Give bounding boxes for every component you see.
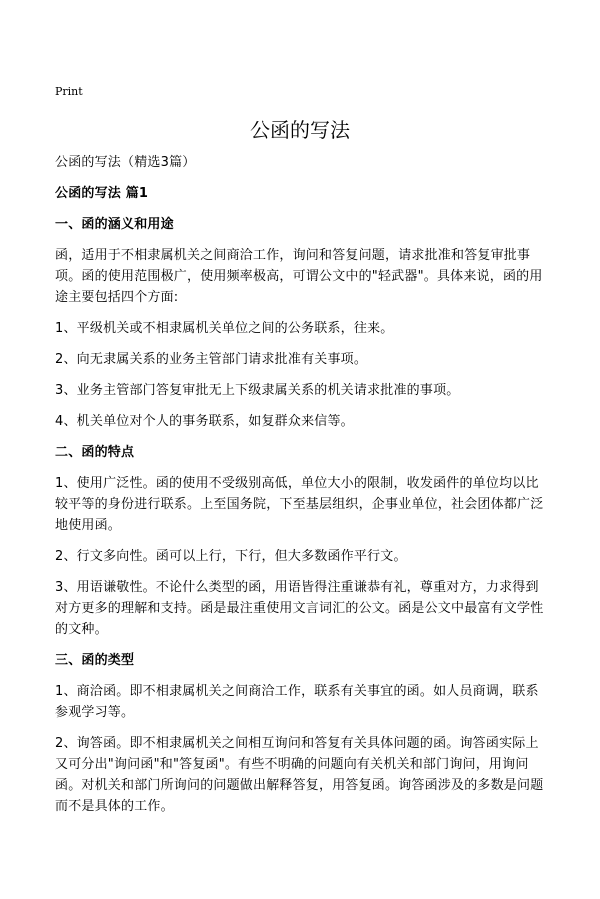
- section-heading: 一、函的涵义和用途: [55, 217, 174, 232]
- article-title: 公函的写法 篇1: [55, 186, 149, 201]
- paragraph: 3、用语谦敬性。不论什么类型的函，用语皆得注重谦恭有礼，尊重对方，力求得到对方更多的理解和支持。函是最注重使用文言词汇的公文。函是公文中最富有文学性的文种。: [55, 580, 544, 637]
- paragraph: 2、行文多向性。函可以上行，下行，但大多数函作平行文。: [55, 549, 407, 564]
- section-heading: 二、函的特点: [55, 445, 135, 460]
- paragraph: 1、商洽函。即不相隶属机关之间商洽工作，联系有关事宜的函。如人员商调，联系参观学习等。: [55, 684, 539, 720]
- paragraph: 3、业务主管部门答复审批无上下级隶属关系的机关请求批准的事项。: [55, 383, 460, 398]
- section-heading: 三、函的类型: [55, 653, 135, 668]
- paragraph: 4、机关单位对个人的事务联系，如复群众来信等。: [55, 414, 354, 429]
- paragraph: 2、向无隶属关系的业务主管部门请求批准有关事项。: [55, 352, 368, 367]
- print-label: Print: [55, 85, 83, 98]
- document-subtitle: 公函的写法（精选3篇）: [55, 155, 196, 170]
- paragraph: 1、使用广泛性。函的使用不受级别高低，单位大小的限制，收发函件的单位均以比较平等的身份进行联系。上至国务院，下至基层组织，企事业单位，社会团体都广泛地使用函。: [55, 476, 544, 533]
- paragraph: 函，适用于不相隶属机关之间商洽工作，询问和答复问题，请求批准和答复审批事项。函的使用范围极广，使用频率极高，可谓公文中的"轻武器"。具体来说，函的用途主要包括四个方面:: [55, 248, 543, 305]
- document-title: 公函的写法: [250, 118, 350, 142]
- paragraph: 2、询答函。即不相隶属机关之间相互询问和答复有关具体问题的函。询答函实际上又可分出"询问函"和"答复函"。有些不明确的问题向有关机关和部门询问，用询问函。对机关和部门所询问的问题做出解释答复，用答复函。询答函涉及的多数是问题而不是具体的工作。: [55, 736, 544, 814]
- paragraph: 1、平级机关或不相隶属机关单位之间的公务联系，往来。: [55, 321, 394, 336]
- document-body: [55, 150, 545, 817]
